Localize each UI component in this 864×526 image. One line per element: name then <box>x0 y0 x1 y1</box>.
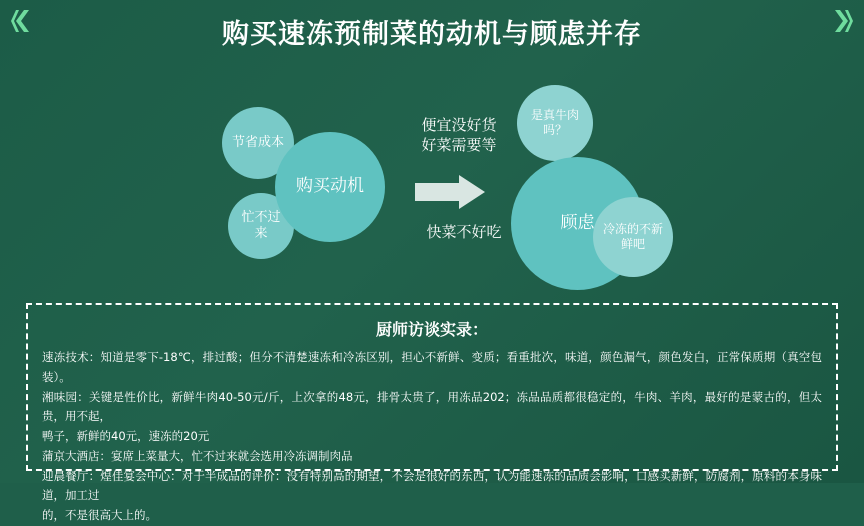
bubble-real-beef-question: 是真牛肉吗？ <box>517 85 593 161</box>
page-title: 购买速冻预制菜的动机与顾虑并存 <box>222 19 642 50</box>
transcript-line: 迎晨餐厅：煌佳宴会中心：对于半成品的评价：没有特别高的期望，不会是很好的东西，认为能速冻的品质会影响，口感买新鲜，防腐剂，原料的本身味道，加工过 <box>42 468 822 503</box>
transcript-line: 的，不是很高大上的。 <box>42 508 157 523</box>
transcript-panel <box>26 303 838 523</box>
bubble-frozen-not-fresh: 冷冻的不新鲜吧 <box>593 197 673 277</box>
flow-arrow-icon <box>415 175 487 209</box>
bubble-concern: 顾虑 <box>511 157 644 290</box>
transcript-line: 蒲京大酒店：宴席上菜量大，忙不过来就会选用冷冻调制肉品 <box>42 448 353 463</box>
bubble-save-cost: 节省成本 <box>222 107 294 179</box>
transcript-line: 鸭子，新鲜的40元，速冻的20元 <box>42 429 210 444</box>
bubble-too-busy: 忙不过来 <box>228 193 294 259</box>
bubble-diagram <box>0 62 864 292</box>
arrow-note-top-line2: 好菜需要等 <box>421 136 497 155</box>
transcript-heading: 厨师访谈实录： <box>375 320 488 339</box>
transcript-line: 速冻技术：知道是零下-18℃，排过酸；但分不清楚速冻和冷冻区别，担心不新鲜、变质；看重批次，味道，颜色漏气，颜色发白，正常保质期（真空包装）。 <box>42 350 822 384</box>
arrow-note-top <box>399 115 519 156</box>
arrow-note-bottom: 快菜不好吃 <box>426 223 502 241</box>
bubble-purchase-motivation: 购买动机 <box>275 132 385 242</box>
transcript-line: 湘味园：关键是性价比，新鲜牛肉40-50元/斤，上次拿的48元，排骨太贵了，用冻品202；冻品品质都很稳定的，牛肉、羊肉，最好的是蒙古的，但太贵，用不起， <box>42 389 822 424</box>
arrow-note-top-line1: 便宜没好货 <box>421 116 497 134</box>
